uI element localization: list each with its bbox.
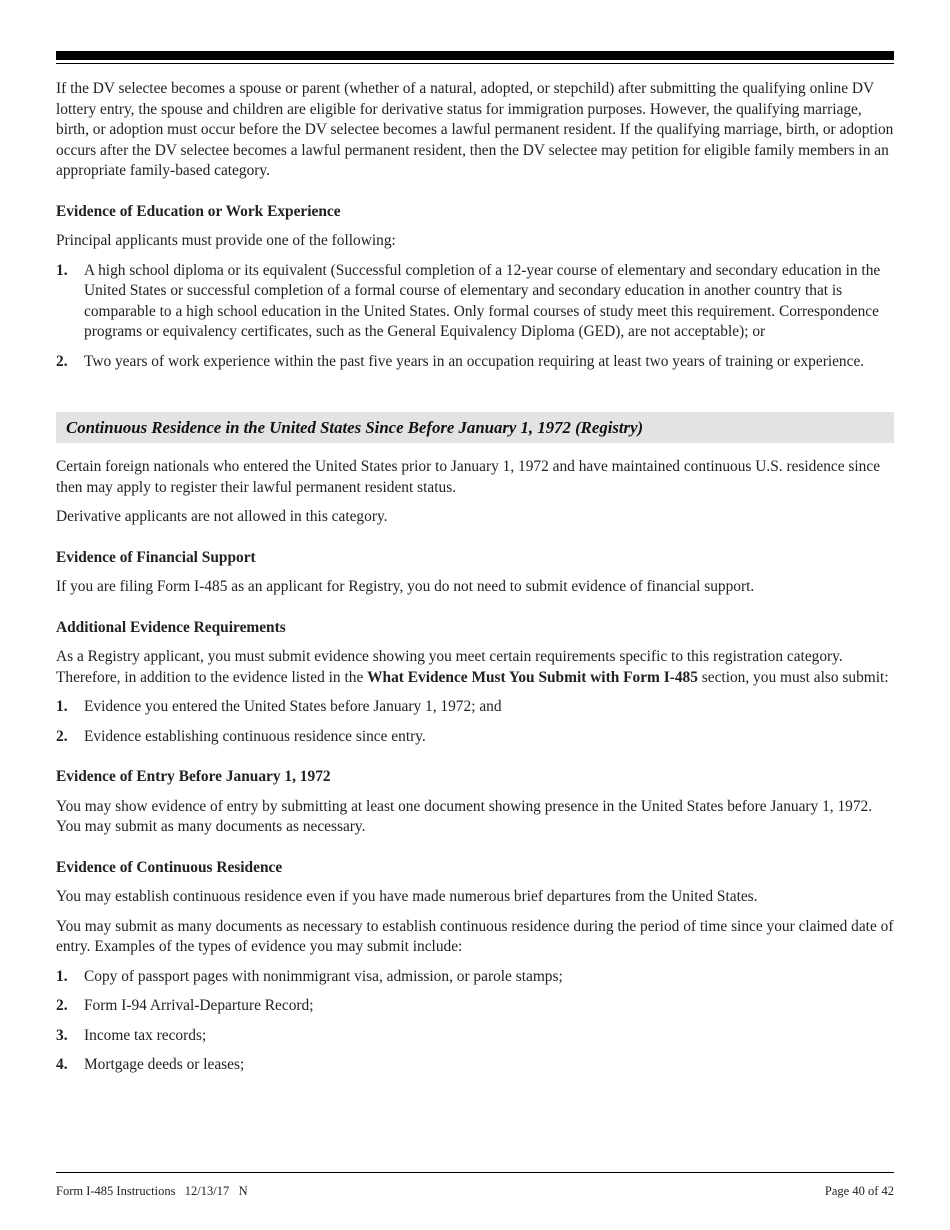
footer-form-info: Form I-485 Instructions 12/13/17 N bbox=[56, 1184, 248, 1198]
header-thin-rule bbox=[56, 63, 894, 64]
education-heading: Evidence of Education or Work Experience bbox=[56, 202, 341, 220]
list-item-number: 2. bbox=[56, 997, 68, 1014]
additional-evidence-text bbox=[56, 647, 894, 688]
derivative-note: Derivative applicants are not allowed in this category. bbox=[56, 508, 388, 525]
list-item-number: 1. bbox=[56, 261, 68, 279]
continuous-residence-text-2: You may submit as many documents as necessary to establish continuous residence during the period of time since your claimed date of entry. Examples of the types of evidence you may submit include: bbox=[56, 917, 894, 955]
list-item bbox=[56, 352, 894, 373]
list-item-text: Copy of passport pages with nonimmigrant visa, admission, or parole stamps; bbox=[84, 967, 563, 985]
registry-section-title: Continuous Residence in the United States Since Before January 1, 1972 (Registry) bbox=[56, 412, 894, 443]
list-item-text: Mortgage deeds or leases; bbox=[84, 1056, 245, 1073]
list-item bbox=[56, 996, 894, 1017]
list-item-text: Income tax records; bbox=[84, 1026, 207, 1044]
list-item bbox=[56, 697, 894, 718]
list-item-text: A high school diploma or its equivalent (Successful completion of a 12-year course of elementary and secondary education in the United States or successful completion of a formal course of elementary and secondary education in another country that is comparable to a high school education in the United States. Only formal courses of study meet this requirement. Correspondence programs or equivalency certificates, such as the General Equivalency Diploma (GED), are not acceptable); or bbox=[84, 261, 881, 340]
additional-text-before: As a Registry applicant, you must submit evidence showing you meet certain requirements specific to this registration category. Therefore, in addition to the evidence listed in the bbox=[56, 648, 843, 686]
list-item-number: 1. bbox=[56, 698, 68, 715]
list-item-text: Form I-94 Arrival-Departure Record; bbox=[84, 997, 314, 1014]
list-item-number: 3. bbox=[56, 1026, 68, 1044]
intro-paragraph: If the DV selectee becomes a spouse or parent (whether of a natural, adopted, or stepchild) after submitting the qualifying online DV lottery entry, the spouse and children are eligible for derivative status for immigration purposes. However, the qualifying marriage, birth, or adoption must occur before the DV selectee becomes a lawful permanent resident. If the qualifying marriage, birth, or adoption occurs after the DV selectee becomes a lawful permanent resident, then the DV selectee may petition for eligible family members in an appropriate family-based category. bbox=[56, 80, 894, 179]
registry-intro: Certain foreign nationals who entered the United States prior to January 1, 1972 and have maintained continuous U.S. residence since then may apply to register their lawful permanent resident status. bbox=[56, 458, 881, 496]
list-item bbox=[56, 1026, 894, 1047]
education-list bbox=[56, 261, 894, 373]
footer-rule bbox=[56, 1172, 894, 1173]
additional-text-after: section, you must also submit: bbox=[697, 668, 889, 686]
financial-support-text: If you are filing Form I-485 as an applicant for Registry, you do not need to submit evidence of financial support. bbox=[56, 578, 755, 595]
header-thick-rule bbox=[56, 51, 894, 60]
continuous-residence-heading: Evidence of Continuous Residence bbox=[56, 858, 283, 876]
list-item-number: 4. bbox=[56, 1056, 68, 1073]
evidence-section-reference: What Evidence Must You Submit with Form I-485 bbox=[367, 668, 698, 686]
list-item-number: 2. bbox=[56, 352, 68, 370]
page-content bbox=[56, 79, 894, 1085]
financial-support-heading: Evidence of Financial Support bbox=[56, 548, 256, 566]
additional-evidence-list bbox=[56, 697, 894, 747]
continuous-residence-list bbox=[56, 967, 894, 1076]
list-item-text: Evidence you entered the United States before January 1, 1972; and bbox=[84, 698, 502, 715]
entry-evidence-heading: Evidence of Entry Before January 1, 1972 bbox=[56, 768, 331, 785]
continuous-residence-text-1: You may establish continuous residence even if you have made numerous brief departures from the United States. bbox=[56, 888, 758, 905]
list-item bbox=[56, 1055, 894, 1076]
list-item-number: 1. bbox=[56, 967, 68, 985]
list-item bbox=[56, 261, 894, 343]
list-item bbox=[56, 727, 894, 748]
footer-page-number: Page 40 of 42 bbox=[824, 1184, 894, 1198]
list-item-text: Two years of work experience within the past five years in an occupation requiring at least two years of training or experience. bbox=[84, 352, 865, 370]
additional-evidence-heading: Additional Evidence Requirements bbox=[56, 618, 286, 636]
entry-evidence-text: You may show evidence of entry by submitting at least one document showing presence in the United States before January 1, 1972. You may submit as many documents as necessary. bbox=[56, 797, 873, 835]
list-item-number: 2. bbox=[56, 727, 68, 745]
list-item bbox=[56, 967, 894, 988]
list-item-text: Evidence establishing continuous residence since entry. bbox=[84, 727, 426, 745]
education-intro: Principal applicants must provide one of the following: bbox=[56, 232, 396, 249]
